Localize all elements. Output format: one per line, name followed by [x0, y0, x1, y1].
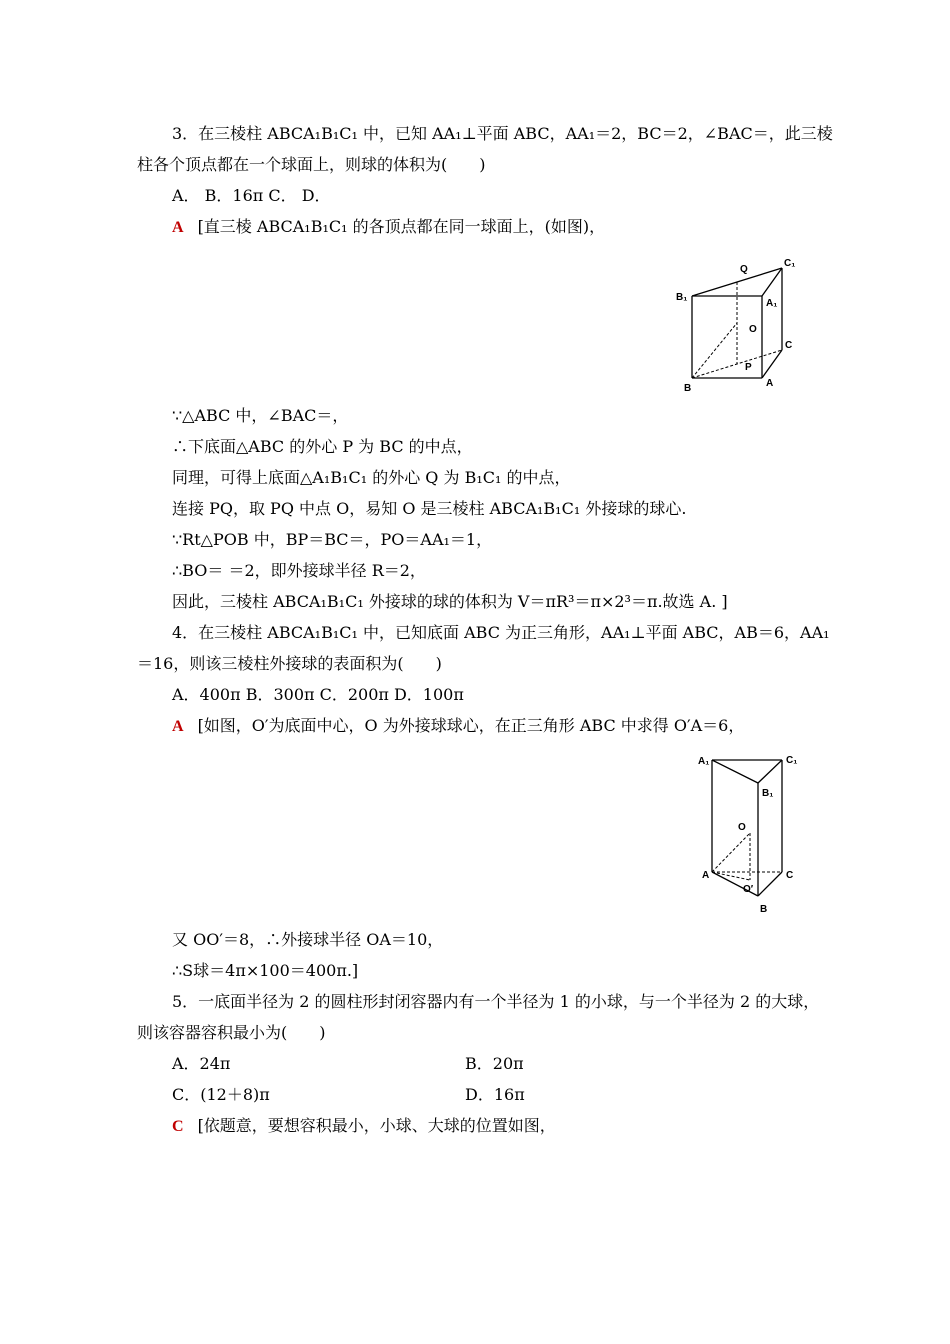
q3-solution-line5: 连接 PQ，取 PQ 中点 O，易知 O 是三棱柱 ABCA₁B₁C₁ 外接球的球心.: [172, 499, 687, 518]
q5-option-b: B．20π: [465, 1054, 524, 1073]
q4-solution-start: [172, 716, 744, 737]
q3-fig-label-0: Q: [740, 264, 748, 275]
q4-options: A．400π B．300π C．200π D．100π: [172, 685, 464, 704]
q4-fig-label-4: A: [702, 870, 710, 881]
q4-fig-label-3: O: [738, 822, 746, 833]
q4-fig-label-0: A₁: [698, 756, 710, 767]
q5-solution-line1: [依题意，要想容积最小，小球、大球的位置如图，: [197, 1116, 556, 1135]
q3-fig-label-2: B₁: [676, 292, 688, 303]
q5-solution-start: [172, 1116, 556, 1137]
q4-stem-line1: 4．在三棱柱 ABCA₁B₁C₁ 中，已知底面 ABC 为正三角形，AA₁⊥平面 ABC，AB＝6，AA₁: [172, 623, 830, 642]
q5-option-a: A．24π: [172, 1054, 231, 1073]
q4-fig-label-5: C: [786, 870, 794, 881]
q3-answer: A: [172, 219, 184, 236]
q3-stem-line1: 3．在三棱柱 ABCA₁B₁C₁ 中，已知 AA₁⊥平面 ABC，AA₁＝2，BC＝2，∠BAC＝，此三棱: [172, 124, 833, 143]
q3-solution-line4: 同理，可得上底面△A₁B₁C₁ 的外心 Q 为 B₁C₁ 的中点，: [172, 468, 571, 487]
q4-solution-line1: [如图，O′为底面中心，O 为外接球球心，在正三角形 ABC 中求得 O′A＝6，: [197, 716, 745, 735]
q4-fig-label-7: B: [760, 904, 768, 915]
q3-solution-line7: ∴BO＝ ＝2，即外接球半径 R＝2，: [172, 561, 426, 580]
q4-fig-label-2: B₁: [762, 788, 774, 799]
q3-solution-line8: 因此，三棱柱 ABCA₁B₁C₁ 外接球的球的体积为 V＝πR³＝π×2³＝π.故选 A. ]: [172, 592, 728, 611]
q3-fig-label-8: A: [766, 378, 774, 389]
q3-fig-label-3: A₁: [766, 298, 778, 309]
q3-solution-line3: ∴下底面△ABC 的外心 P 为 BC 的中点，: [172, 437, 473, 456]
q4-stem-line2: ＝16，则该三棱柱外接球的表面积为( ): [137, 654, 442, 673]
q5-answer: C: [172, 1118, 184, 1135]
q4-fig-label-6: O′: [743, 884, 754, 895]
q3-options: A． B．16π C． D．: [172, 186, 331, 205]
q3-fig-label-6: P: [745, 362, 752, 373]
q4-solution-line3: ∴S球＝4π×100＝400π.]: [172, 961, 359, 980]
q5-option-c: C．(12＋8)π: [172, 1085, 270, 1104]
q4-fig-label-1: C₁: [786, 755, 798, 766]
q3-solution-line2: ∵△ABC 中，∠BAC＝，: [172, 406, 349, 425]
q5-stem-line1: 5．一底面半径为 2 的圆柱形封闭容器内有一个半径为 1 的小球，与一个半径为 2 的大球，: [172, 992, 820, 1011]
q3-fig-label-1: C₁: [784, 258, 796, 269]
q3-solution-line6: ∵Rt△POB 中，BP＝BC＝，PO＝AA₁＝1，: [172, 530, 493, 549]
q3-fig-label-4: O: [749, 324, 757, 335]
q5-option-d: D．16π: [465, 1085, 525, 1104]
q3-fig-label-7: B: [684, 383, 692, 394]
q5-stem-line2: 则该容器容积最小为( ): [137, 1023, 326, 1042]
q4-prism-figure: [690, 748, 805, 920]
q4-answer: A: [172, 718, 184, 735]
q3-prism-figure: [672, 254, 802, 394]
q3-solution-start: [172, 217, 605, 238]
q3-solution-line1: [直三棱 ABCA₁B₁C₁ 的各顶点都在同一球面上，(如图)，: [197, 217, 606, 236]
q3-stem-line2: 柱各个顶点都在一个球面上，则球的体积为( ): [137, 155, 486, 174]
q4-solution-line2: 又 OO′＝8，∴外接球半径 OA＝10，: [172, 930, 444, 949]
q3-fig-label-5: C: [785, 340, 793, 351]
